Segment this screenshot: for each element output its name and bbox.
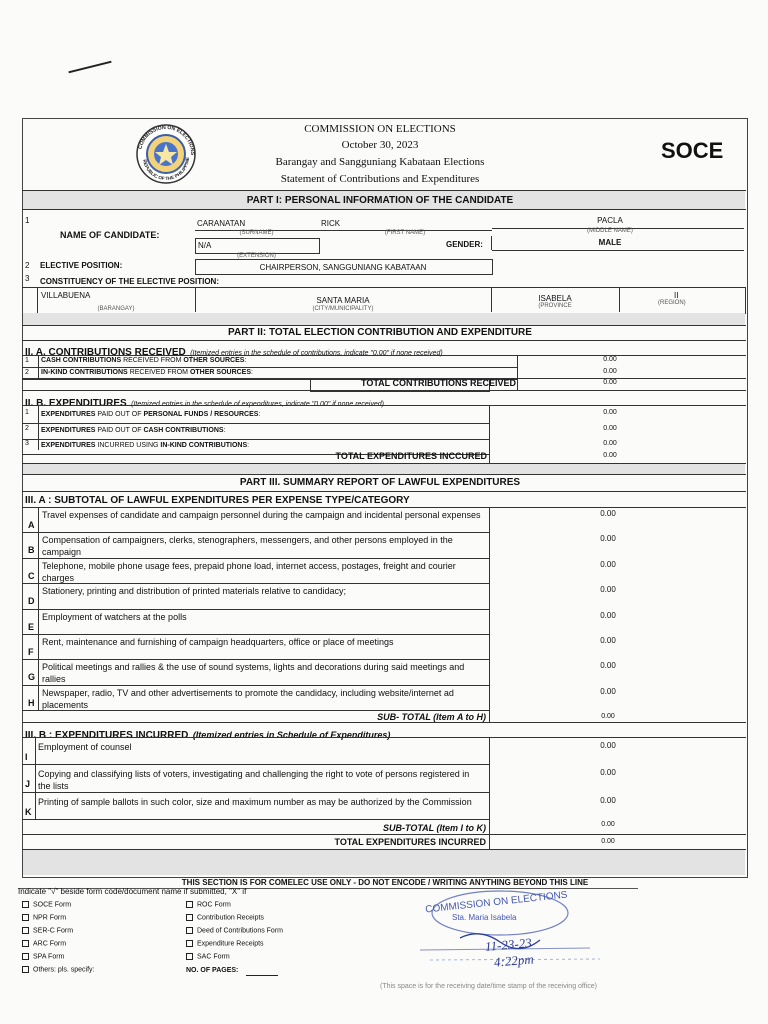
city-caption: (CITY/MUNICIPALITY) — [312, 306, 374, 312]
barangay-caption: (BARANGAY) — [97, 306, 135, 312]
form-checkbox-item[interactable] — [186, 901, 231, 908]
form-name: SER-C Form — [33, 927, 74, 935]
part3b-title: III. B : EXPENDITURES INCURRED — [25, 730, 189, 741]
expenditure-label-bold2: IN-KIND CONTRIBUTIONS — [160, 442, 248, 449]
expense-value: 0.00 — [600, 686, 616, 696]
expenditure-label-bold: EXPENDITURES — [41, 442, 96, 449]
expense-description: Rent, maintenance and furnishing of campaign headquarters, office or place of meetings — [42, 637, 394, 647]
part2-title: PART II: TOTAL ELECTION CONTRIBUTION AND EXPENDITURE — [228, 327, 532, 338]
part2a-note: (Itemized entries in the schedule of contributions, indicate "0.00" if none received) — [190, 350, 443, 357]
total-exp-value: 0.00 — [603, 452, 617, 459]
contrib-label — [41, 369, 253, 376]
contrib-label-end: : — [244, 357, 247, 364]
contrib-label-mid: RECEIVED FROM — [121, 357, 184, 364]
seal-text-bottom: REPUBLIC OF THE PHILIPPINE — [142, 156, 191, 182]
comelec-instruction: Indicate "√" beside form code/document name if submitted, "X" if — [18, 887, 247, 896]
contrib-label-mid: RECEIVED FROM — [127, 369, 190, 376]
part3-title: PART III. SUMMARY REPORT OF LAWFUL EXPENDITURES — [239, 477, 521, 488]
contrib-num: 1 — [25, 357, 29, 364]
checkbox[interactable] — [22, 927, 29, 934]
form-name: SAC Form — [197, 953, 230, 961]
expenditure-label-bold: EXPENDITURES — [41, 427, 96, 434]
expense-description: Travel expenses of candidate and campaign personnel during the campaign and incidental personal expenses — [42, 510, 481, 520]
expenditure-label-mid: PAID OUT OF — [95, 411, 144, 418]
contrib-label-bold: IN-KIND CONTRIBUTIONS — [41, 369, 128, 376]
form-name: SPA Form — [33, 953, 65, 961]
checkbox[interactable] — [22, 914, 29, 921]
expense-value: 0.00 — [600, 768, 616, 778]
expenditure-value: 0.00 — [603, 409, 617, 416]
expense-letter: D — [28, 596, 35, 607]
form-name: Contribution Receipts — [197, 914, 264, 922]
contrib-label-bold2: OTHER SOURCES — [189, 369, 252, 376]
checkbox[interactable] — [186, 901, 193, 908]
comelec-seal — [133, 123, 199, 185]
expenditure-num: 1 — [25, 409, 29, 416]
expenditure-label — [41, 411, 260, 418]
expense-description: Stationery, printing and distribution of printed materials relative to candidacy; — [42, 586, 346, 597]
form-checkbox-item[interactable] — [22, 914, 66, 921]
expense-value: 0.00 — [600, 795, 616, 805]
expenditure-label-end: : — [223, 427, 226, 434]
form-checkbox-item[interactable] — [22, 966, 94, 973]
first-name-caption: (FIRST NAME) — [384, 230, 426, 236]
form-checkbox-item[interactable] — [186, 914, 264, 921]
form-name: SOCE Form — [33, 901, 72, 909]
form-checkbox-item[interactable] — [22, 953, 64, 960]
contrib-value: 0.00 — [603, 368, 617, 375]
form-checkbox-item[interactable] — [186, 953, 230, 960]
expense-description: Employment of watchers at the polls — [42, 611, 187, 622]
expense-value: 0.00 — [600, 661, 616, 671]
expense-letter: B — [28, 545, 35, 556]
stamp-date: 11-23-23 — [484, 934, 533, 955]
part1-num-2: 2 — [25, 261, 30, 270]
gender-value: MALE — [598, 238, 622, 247]
extension-value: N/A — [198, 241, 212, 250]
expense-letter: C — [28, 570, 35, 581]
province-caption: (PROVINCE — [538, 303, 572, 309]
expense-value: 0.00 — [600, 585, 616, 595]
subtotal-a-label: SUB- TOTAL (Item A to H) — [377, 712, 486, 722]
surname-value: CARANATAN — [197, 219, 246, 228]
expense-letter: H — [28, 697, 35, 708]
total-contrib-value: 0.00 — [603, 379, 617, 386]
contrib-label-end: : — [251, 369, 253, 376]
contrib-label-bold: CASH CONTRIBUTIONS — [41, 357, 122, 364]
total-expenditures-value: 0.00 — [601, 838, 615, 845]
pages-label: NO. OF PAGES: — [186, 967, 239, 974]
expense-value: 0.00 — [600, 636, 616, 645]
total-expenditures-label: TOTAL EXPENDITURES INCURRED — [334, 837, 486, 847]
part1-num-1: 1 — [25, 216, 30, 225]
expenditure-value: 0.00 — [603, 425, 617, 432]
stamp-place: Sta. Maria Isabela — [452, 913, 517, 922]
form-name: ROC Form — [197, 901, 231, 909]
form-code: SOCE — [661, 138, 724, 163]
part3b-note: (Itemized entries in Schedule of Expenditures) — [192, 730, 391, 740]
region-caption: (REGION) — [658, 300, 686, 306]
stamp-time: 4:22pm — [493, 951, 535, 970]
scan-mark — [68, 61, 111, 74]
middle-name-caption: (MIDDLE NAME) — [587, 228, 633, 234]
constituency-label: CONSTITUENCY OF THE ELECTIVE POSITION: — [40, 277, 219, 286]
checkbox[interactable] — [22, 901, 29, 908]
expenditure-label — [41, 442, 249, 449]
expense-value: 0.00 — [600, 509, 616, 518]
contrib-num: 2 — [25, 369, 29, 376]
expense-value: 0.00 — [600, 610, 616, 620]
form-checkbox-item[interactable] — [186, 927, 283, 934]
stamp-caption: (This space is for the receiving date/time stamp of the receiving office) — [380, 983, 597, 990]
form-checkbox-item[interactable] — [22, 940, 66, 947]
expenditure-label-bold: EXPENDITURES — [41, 411, 96, 418]
part1-num-3: 3 — [25, 274, 30, 283]
expenditure-value: 0.00 — [603, 440, 617, 447]
subtotal-a-value: 0.00 — [601, 713, 615, 720]
expenditure-num: 3 — [25, 440, 29, 447]
expense-description: Compensation of campaigners, clerks, stenographers, messengers, and other persons employed in the campaign — [42, 535, 453, 558]
region-value: II — [674, 291, 679, 300]
expense-value: 0.00 — [600, 741, 616, 750]
position-label: ELECTIVE POSITION: — [40, 261, 123, 270]
checkbox[interactable] — [186, 953, 193, 960]
expenditure-label-bold2: CASH CONTRIBUTIONS — [143, 427, 224, 434]
form-name: NPR Form — [33, 914, 67, 922]
part3a-title: III. A : SUBTOTAL OF LAWFUL EXPENDITURES PER EXPENSE TYPE/CATEGORY — [25, 495, 410, 506]
subtotal-b-label: SUB-TOTAL (Item I to K) — [383, 823, 486, 833]
form-name: ARC Form — [33, 940, 67, 948]
checkbox[interactable] — [22, 966, 29, 973]
total-exp-label: TOTAL EXPENDITURES INCCURED — [335, 451, 487, 461]
contrib-value: 0.00 — [603, 356, 617, 363]
expense-letter: K — [25, 806, 32, 817]
expense-letter: A — [28, 520, 35, 530]
first-name-value: RICK — [321, 219, 341, 228]
part2b-note: (Itemized entries in the schedule of expenditures, indicate "0.00" if none received) — [131, 401, 384, 408]
expenditure-label-bold2: PERSONAL FUNDS / RESOURCES — [143, 411, 259, 418]
checkbox[interactable] — [186, 927, 193, 934]
city-value: SANTA MARIA — [316, 296, 370, 305]
contrib-label-bold2: OTHER SOURCES — [183, 357, 245, 364]
middle-name-value: PACLA — [597, 216, 623, 225]
form-name: Deed of Contributions Form — [197, 927, 283, 935]
expenditure-label — [41, 427, 226, 434]
expense-letter: E — [28, 621, 35, 632]
expenditure-num: 2 — [25, 425, 29, 432]
position-value: CHAIRPERSON, SANGGUNIANG KABATAAN — [259, 263, 427, 272]
expense-description: Copying and classifying lists of voters, investigating and challenging the right to vote of persons registered in the lists — [38, 769, 470, 792]
expense-value: 0.00 — [600, 559, 616, 569]
expense-description: Printing of sample ballots in such color, size and maximum number as may be authorized by the Commission — [38, 796, 472, 807]
total-contrib-label: TOTAL CONTRIBUTIONS RECEIVED — [360, 378, 516, 388]
expense-letter: I — [25, 752, 28, 762]
province-value: ISABELA — [538, 294, 572, 303]
election-date: October 30, 2023 — [341, 139, 419, 151]
expenditure-label-end: : — [247, 442, 250, 449]
checkbox[interactable] — [22, 953, 29, 960]
contrib-label — [41, 357, 246, 364]
part2b-title: II. B. EXPENDITURES — [25, 398, 127, 409]
expense-letter: G — [28, 672, 36, 683]
name-label: NAME OF CANDIDATE: — [60, 230, 160, 240]
form-checkbox-item[interactable] — [22, 901, 71, 908]
surname-caption: (SURNAME) — [239, 230, 274, 236]
expenditure-label-mid: INCURRED USING — [95, 442, 161, 449]
barangay-value: VILLABUENA — [41, 291, 91, 300]
expense-description: Telephone, mobile phone usage fees, prepaid phone load, internet access, postages, freight and courier charges — [42, 560, 456, 583]
checkbox[interactable] — [22, 940, 29, 947]
stamp-org: COMMISSION ON ELECTIONS — [424, 889, 568, 916]
expense-letter: J — [25, 779, 31, 790]
expenditure-label-mid: PAID OUT OF — [95, 427, 144, 434]
expense-description: Newspaper, radio, TV and other advertisements to promote the candidacy, including website/internet ad placements — [42, 687, 454, 710]
subtotal-b-value: 0.00 — [601, 821, 615, 828]
extension-caption: (EXTENSION) — [237, 253, 276, 259]
checkbox[interactable] — [186, 940, 193, 947]
form-checkbox-item[interactable] — [22, 927, 73, 934]
gender-label: GENDER: — [446, 240, 483, 249]
part2a-title: II. A. CONTRIBUTIONS RECEIVED — [25, 347, 186, 358]
expense-description: Employment of counsel — [38, 742, 132, 752]
part1-title: PART I: PERSONAL INFORMATION OF THE CANDIDATE — [246, 195, 514, 206]
form-name: Others: pls. specify: — [33, 966, 95, 974]
form-title: Statement of Contributions and Expenditures — [280, 173, 480, 185]
expense-value: 0.00 — [600, 534, 616, 544]
form-checkbox-item[interactable] — [186, 940, 264, 947]
seal-text-top: COMMISSION ON ELECTIONS — [137, 124, 196, 156]
election-name: Barangay and Sangguniang Kabataan Elections — [275, 156, 485, 168]
expense-letter: F — [28, 647, 34, 657]
comelec-use-title: THIS SECTION IS FOR COMELEC USE ONLY - DO NOT ENCODE / WRITING ANYTHING BEYOND THIS LINE — [181, 878, 589, 887]
expenditure-label-end: : — [258, 411, 261, 418]
agency-title: COMMISSION ON ELECTIONS — [304, 123, 456, 135]
expense-description: Political meetings and rallies & the use of sound systems, lights and decorations during said meetings and rallies — [42, 662, 465, 685]
form-name: Expenditure Receipts — [197, 940, 264, 948]
checkbox[interactable] — [186, 914, 193, 921]
